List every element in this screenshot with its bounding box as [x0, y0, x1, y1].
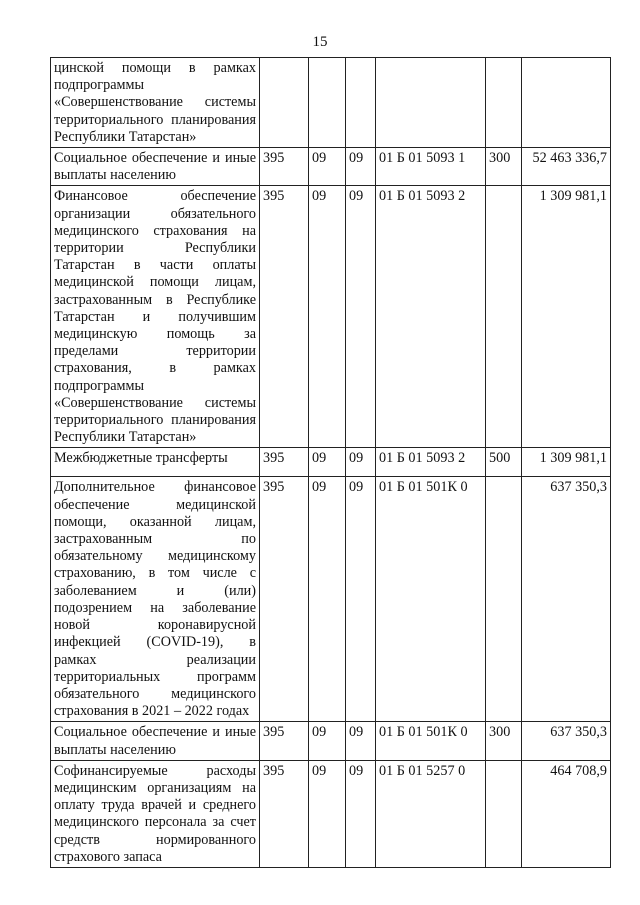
row-ministry-code: 395	[260, 148, 309, 186]
row-target-code: 01 Б 01 5093 1	[376, 148, 486, 186]
row-section-code: 09	[309, 448, 346, 477]
row-subsection-code: 09	[346, 760, 376, 867]
row-expense-type: 300	[486, 722, 522, 760]
budget-table	[50, 57, 611, 868]
row-amount: 1 309 981,1	[522, 186, 611, 448]
row-ministry-code	[260, 58, 309, 148]
row-expense-type	[486, 58, 522, 148]
row-subsection-code: 09	[346, 448, 376, 477]
table-row	[51, 186, 611, 448]
row-name: цинской помощи в рамках подпрограммы «Совершенствование системы территориального планирования Республики Татарстан»	[51, 58, 260, 148]
page-number: 15	[312, 34, 328, 50]
row-target-code	[376, 58, 486, 148]
row-expense-type	[486, 186, 522, 448]
row-name: Софинансируемые расходы медицинским организациям на оплату труда врачей и среднего медицинского персонала за счет средств нормированного страхового запаса	[51, 760, 260, 867]
row-amount: 637 350,3	[522, 722, 611, 760]
row-amount: 464 708,9	[522, 760, 611, 867]
row-name: Финансовое обеспечение организации обязательного медицинского страхования на территории Республики Татарстан в части оплаты медицинской помощи лицам, застрахованным в Республике Татарстан и получившим медицинскую помощь за пределами территории страхования, в рамках подпрограммы «Совершенствование системы территориального планирования Республики Татарстан»	[51, 186, 260, 448]
row-ministry-code: 395	[260, 186, 309, 448]
table-row	[51, 148, 611, 186]
row-expense-type	[486, 477, 522, 722]
row-section-code	[309, 58, 346, 148]
row-name: Социальное обеспечение и иные выплаты населению	[51, 148, 260, 186]
row-subsection-code: 09	[346, 186, 376, 448]
row-subsection-code	[346, 58, 376, 148]
table-row	[51, 58, 611, 148]
row-ministry-code: 395	[260, 722, 309, 760]
table-row	[51, 448, 611, 477]
row-target-code: 01 Б 01 501К 0	[376, 477, 486, 722]
table-row	[51, 722, 611, 760]
row-expense-type: 300	[486, 148, 522, 186]
row-ministry-code: 395	[260, 448, 309, 477]
row-section-code: 09	[309, 186, 346, 448]
row-expense-type: 500	[486, 448, 522, 477]
row-target-code: 01 Б 01 5257 0	[376, 760, 486, 867]
row-subsection-code: 09	[346, 722, 376, 760]
row-name: Социальное обеспечение и иные выплаты населению	[51, 722, 260, 760]
row-amount: 637 350,3	[522, 477, 611, 722]
row-section-code: 09	[309, 148, 346, 186]
row-section-code: 09	[309, 722, 346, 760]
row-target-code: 01 Б 01 5093 2	[376, 448, 486, 477]
table-row	[51, 760, 611, 867]
row-target-code: 01 Б 01 501К 0	[376, 722, 486, 760]
row-ministry-code: 395	[260, 477, 309, 722]
row-amount: 1 309 981,1	[522, 448, 611, 477]
row-amount: 52 463 336,7	[522, 148, 611, 186]
row-section-code: 09	[309, 477, 346, 722]
row-name: Межбюджетные трансферты	[51, 448, 260, 477]
table-row	[51, 477, 611, 722]
row-amount	[522, 58, 611, 148]
row-section-code: 09	[309, 760, 346, 867]
row-subsection-code: 09	[346, 148, 376, 186]
row-name: Дополнительное финансовое обеспечение медицинской помощи, оказанной лицам, застрахованным по обязательному медицинскому страхованию, в том числе с заболеванием и (или) подозрением на заболевание новой коронавирусной инфекцией (COVID-19), в рамках реализации территориальных программ обязательного медицинского страхования в 2021 – 2022 годах	[51, 477, 260, 722]
row-expense-type	[486, 760, 522, 867]
row-subsection-code: 09	[346, 477, 376, 722]
row-ministry-code: 395	[260, 760, 309, 867]
row-target-code: 01 Б 01 5093 2	[376, 186, 486, 448]
